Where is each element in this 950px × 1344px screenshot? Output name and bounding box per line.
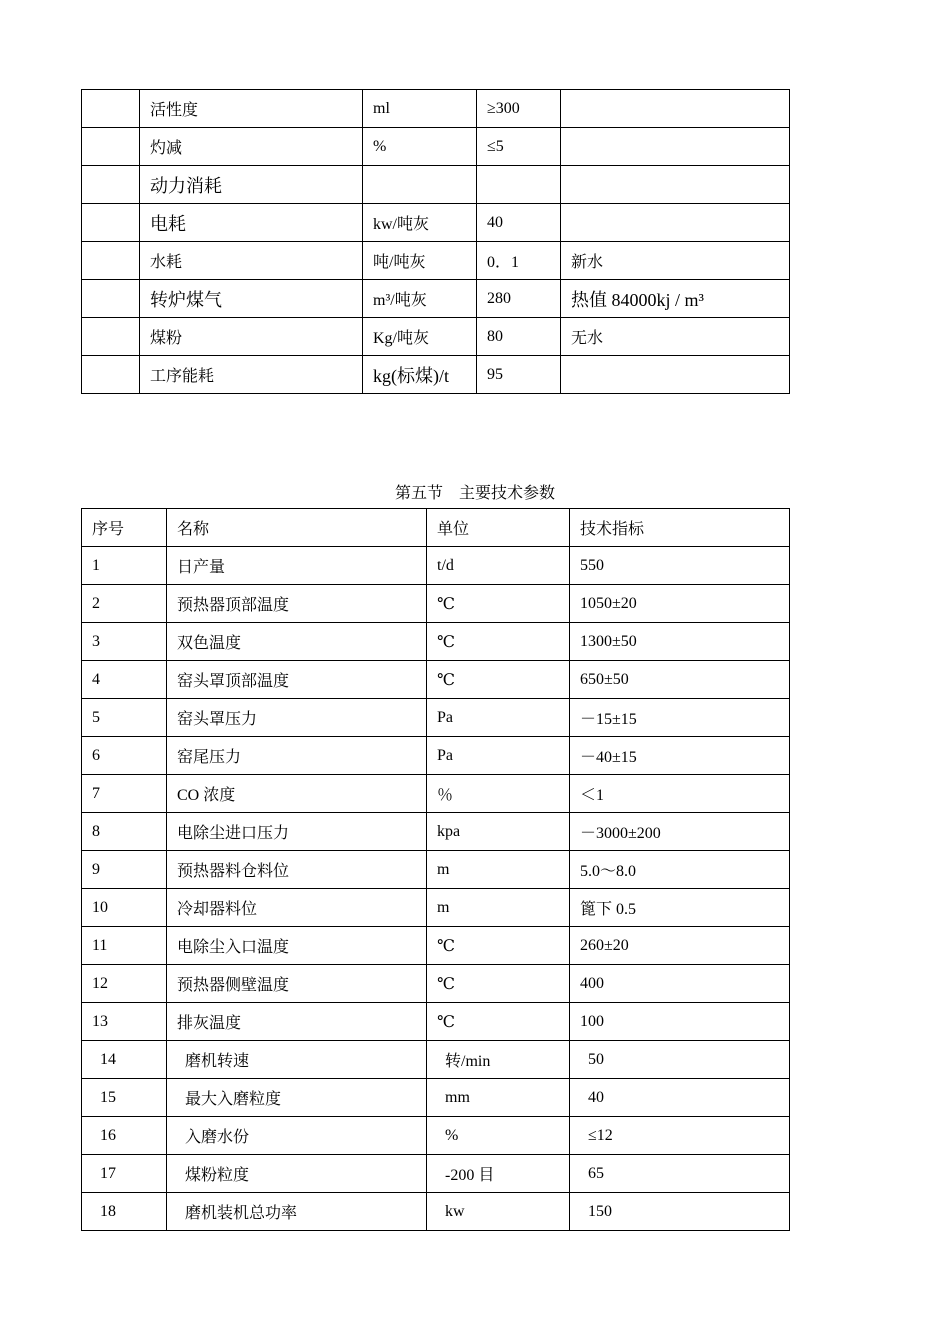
cell-value: 550 — [570, 547, 790, 585]
cell-unit: ml — [363, 90, 477, 128]
cell-name: 动力消耗 — [140, 166, 363, 204]
cell-note — [561, 166, 790, 204]
cell-value: ≤12 — [570, 1117, 790, 1155]
table-row — [82, 775, 790, 813]
cell-unit: ％ — [427, 775, 570, 813]
cell-no — [82, 356, 140, 394]
cell-value: 95 — [477, 356, 561, 394]
cell-no — [82, 128, 140, 166]
cell-name: 水耗 — [140, 242, 363, 280]
cell-note — [561, 204, 790, 242]
cell-value: －15±15 — [570, 699, 790, 737]
cell-no — [82, 242, 140, 280]
table-row — [82, 1117, 790, 1155]
table-row — [82, 851, 790, 889]
section-title: 第五节 主要技术参数 — [394, 485, 555, 502]
cell-no: 18 — [82, 1193, 167, 1231]
cell-note — [561, 356, 790, 394]
cell-note: 新水 — [561, 242, 790, 280]
cell-value: 150 — [570, 1193, 790, 1231]
cell-value: 650±50 — [570, 661, 790, 699]
cell-unit: mm — [427, 1079, 570, 1117]
cell-name: 转炉煤气 — [140, 280, 363, 318]
cell-name: 电耗 — [140, 204, 363, 242]
cell-unit: ℃ — [427, 927, 570, 965]
cell-unit: ℃ — [427, 585, 570, 623]
cell-name: 排灰温度 — [167, 1003, 427, 1041]
cell-name: 窑尾压力 — [167, 737, 427, 775]
header-name: 名称 — [167, 509, 427, 547]
cell-name: 预热器料仓料位 — [167, 851, 427, 889]
table-row — [82, 1155, 790, 1193]
cell-note: 无水 — [561, 318, 790, 356]
cell-name: 煤粉 — [140, 318, 363, 356]
cell-unit: m³/吨灰 — [363, 280, 477, 318]
cell-no: 17 — [82, 1155, 167, 1193]
header-no: 序号 — [82, 509, 167, 547]
cell-value: 400 — [570, 965, 790, 1003]
cell-name: 预热器顶部温度 — [167, 585, 427, 623]
cell-unit: % — [427, 1117, 570, 1155]
table-row — [82, 1003, 790, 1041]
table-row — [82, 661, 790, 699]
cell-unit: 转/min — [427, 1041, 570, 1079]
cell-name: 电除尘入口温度 — [167, 927, 427, 965]
cell-note — [561, 90, 790, 128]
cell-name: 活性度 — [140, 90, 363, 128]
cell-value: 1300±50 — [570, 623, 790, 661]
cell-name: 窑头罩压力 — [167, 699, 427, 737]
cell-no: 5 — [82, 699, 167, 737]
cell-value: 0．1 — [477, 242, 561, 280]
cell-no: 16 — [82, 1117, 167, 1155]
cell-no: 4 — [82, 661, 167, 699]
cell-unit: Pa — [427, 699, 570, 737]
cell-value: 260±20 — [570, 927, 790, 965]
cell-name: 日产量 — [167, 547, 427, 585]
energy-table — [81, 89, 790, 394]
cell-unit: kw/吨灰 — [363, 204, 477, 242]
cell-value: 40 — [570, 1079, 790, 1117]
cell-name: 最大入磨粒度 — [167, 1079, 427, 1117]
cell-name: 双色温度 — [167, 623, 427, 661]
cell-no: 15 — [82, 1079, 167, 1117]
table-row — [82, 737, 790, 775]
cell-value: 100 — [570, 1003, 790, 1041]
header-value: 技术指标 — [570, 509, 790, 547]
table-row — [82, 965, 790, 1003]
cell-value: ≥300 — [477, 90, 561, 128]
table-row — [82, 889, 790, 927]
table-row — [82, 90, 790, 128]
cell-value: －40±15 — [570, 737, 790, 775]
table-row — [82, 1079, 790, 1117]
cell-name: CO 浓度 — [167, 775, 427, 813]
cell-no: 11 — [82, 927, 167, 965]
cell-value: 50 — [570, 1041, 790, 1079]
cell-no: 1 — [82, 547, 167, 585]
table-row — [82, 280, 790, 318]
cell-value: 65 — [570, 1155, 790, 1193]
cell-name: 窑头罩顶部温度 — [167, 661, 427, 699]
cell-no: 3 — [82, 623, 167, 661]
cell-unit: ℃ — [427, 623, 570, 661]
cell-unit: kw — [427, 1193, 570, 1231]
cell-name: 灼减 — [140, 128, 363, 166]
table-row — [82, 547, 790, 585]
cell-value: 280 — [477, 280, 561, 318]
cell-name: 电除尘进口压力 — [167, 813, 427, 851]
table-row — [82, 204, 790, 242]
cell-no: 12 — [82, 965, 167, 1003]
cell-no: 8 — [82, 813, 167, 851]
cell-no: 6 — [82, 737, 167, 775]
cell-name: 煤粉粒度 — [167, 1155, 427, 1193]
cell-no: 14 — [82, 1041, 167, 1079]
cell-no: 2 — [82, 585, 167, 623]
cell-name: 入磨水份 — [167, 1117, 427, 1155]
cell-unit: kpa — [427, 813, 570, 851]
table-row — [82, 585, 790, 623]
cell-value: 1050±20 — [570, 585, 790, 623]
cell-unit: ℃ — [427, 965, 570, 1003]
cell-value: 篦下 0.5 — [570, 889, 790, 927]
cell-unit: Pa — [427, 737, 570, 775]
header-unit: 单位 — [427, 509, 570, 547]
cell-name: 预热器侧壁温度 — [167, 965, 427, 1003]
cell-no — [82, 318, 140, 356]
cell-value — [477, 166, 561, 204]
cell-unit: -200 目 — [427, 1155, 570, 1193]
cell-name: 冷却器料位 — [167, 889, 427, 927]
cell-name: 工序能耗 — [140, 356, 363, 394]
cell-no: 13 — [82, 1003, 167, 1041]
cell-value: 40 — [477, 204, 561, 242]
cell-unit: t/d — [427, 547, 570, 585]
cell-value: ＜1 — [570, 775, 790, 813]
cell-no — [82, 166, 140, 204]
cell-unit: kg(标煤)/t — [363, 356, 477, 394]
cell-value: ≤5 — [477, 128, 561, 166]
cell-value: 80 — [477, 318, 561, 356]
table-row — [82, 623, 790, 661]
cell-no: 9 — [82, 851, 167, 889]
cell-no — [82, 204, 140, 242]
cell-unit: Kg/吨灰 — [363, 318, 477, 356]
table-row — [82, 166, 790, 204]
cell-no: 10 — [82, 889, 167, 927]
table-row — [82, 128, 790, 166]
cell-no — [82, 90, 140, 128]
table-row — [82, 813, 790, 851]
cell-unit: m — [427, 889, 570, 927]
cell-no — [82, 280, 140, 318]
table-row — [82, 699, 790, 737]
cell-unit: % — [363, 128, 477, 166]
cell-unit: m — [427, 851, 570, 889]
cell-name: 磨机转速 — [167, 1041, 427, 1079]
table-row — [82, 356, 790, 394]
table-header-row — [82, 509, 790, 547]
cell-note: 热值 84000kj / m³ — [561, 280, 790, 318]
table-row — [82, 242, 790, 280]
tech-params-table — [81, 508, 790, 1231]
cell-unit: 吨/吨灰 — [363, 242, 477, 280]
table-row — [82, 927, 790, 965]
table-row — [82, 318, 790, 356]
cell-note — [561, 128, 790, 166]
table-row — [82, 1193, 790, 1231]
cell-unit — [363, 166, 477, 204]
cell-name: 磨机装机总功率 — [167, 1193, 427, 1231]
cell-unit: ℃ — [427, 1003, 570, 1041]
cell-unit: ℃ — [427, 661, 570, 699]
table-row — [82, 1041, 790, 1079]
cell-no: 7 — [82, 775, 167, 813]
cell-value: 5.0～8.0 — [570, 851, 790, 889]
cell-value: －3000±200 — [570, 813, 790, 851]
